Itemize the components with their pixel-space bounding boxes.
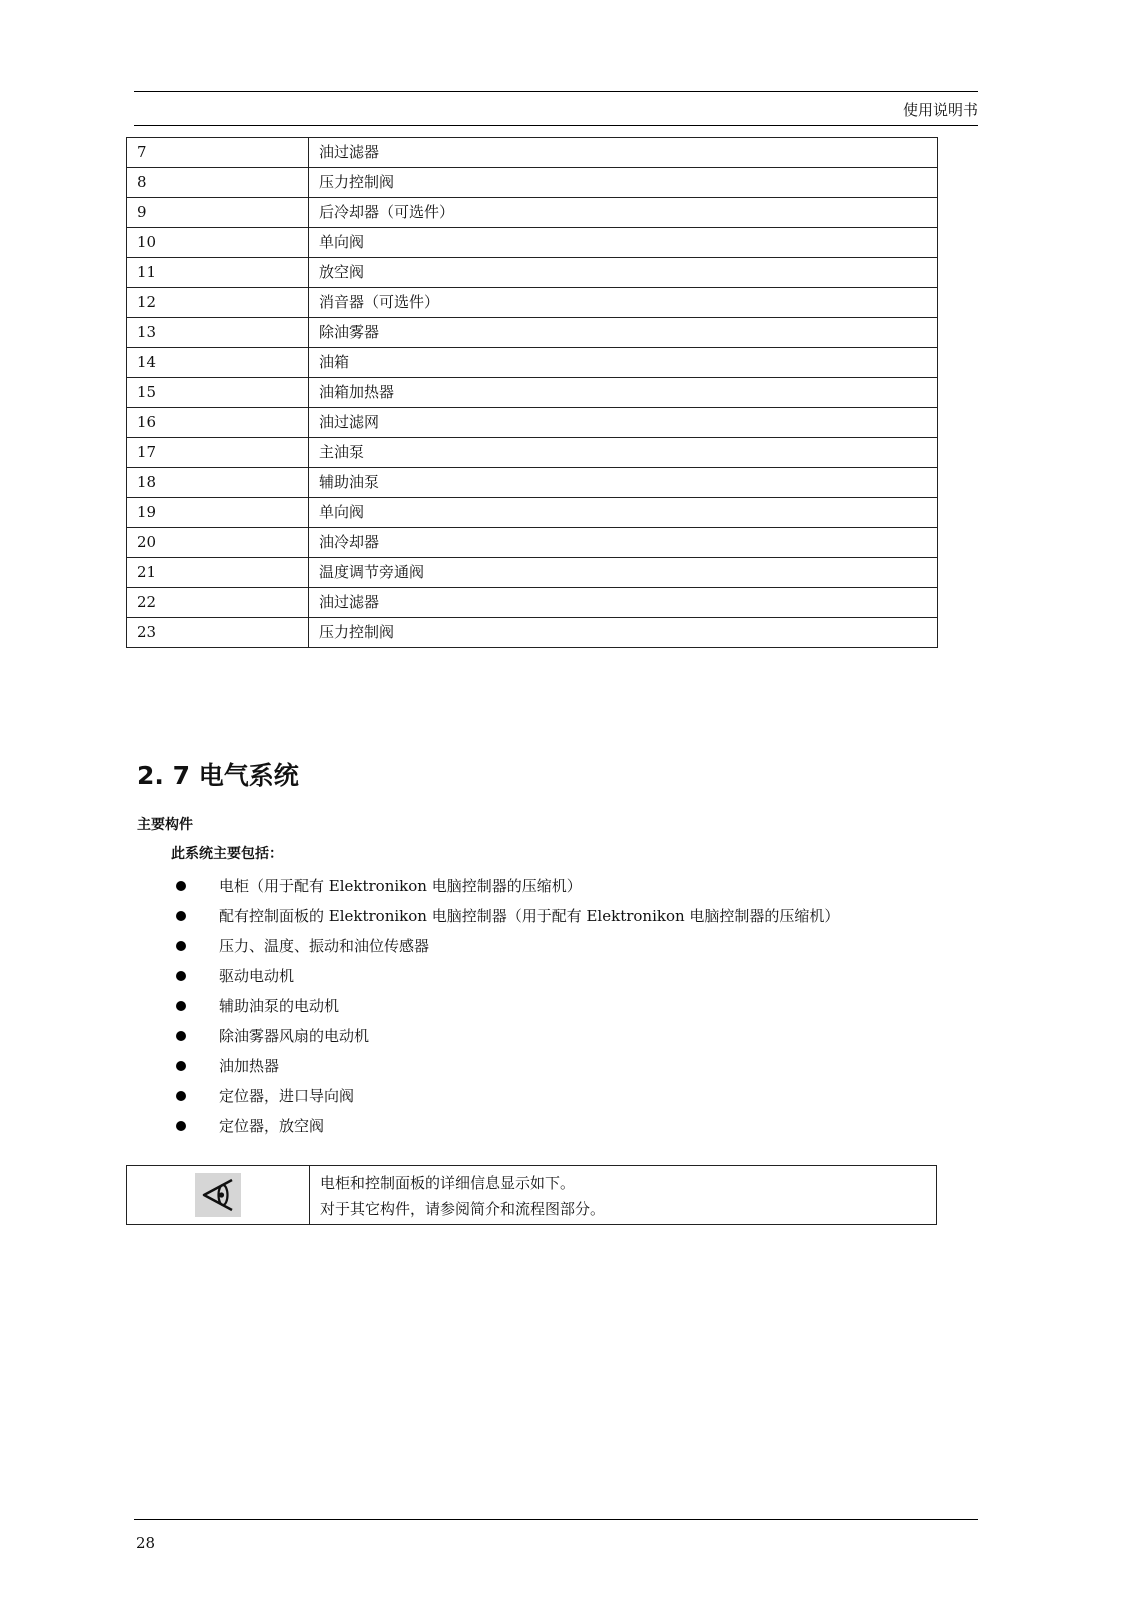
part-name-cell: 油冷却器 [309, 528, 938, 558]
part-number-cell: 13 [127, 318, 309, 348]
part-name-cell: 单向阀 [309, 228, 938, 258]
bullet-icon [176, 881, 186, 891]
part-number-cell: 18 [127, 468, 309, 498]
part-number-cell: 16 [127, 408, 309, 438]
part-name-cell: 除油雾器 [309, 318, 938, 348]
bullet-icon [176, 1061, 186, 1071]
part-number-cell: 12 [127, 288, 309, 318]
part-number-cell: 23 [127, 618, 309, 648]
part-number-cell: 19 [127, 498, 309, 528]
part-name-cell: 温度调节旁通阀 [309, 558, 938, 588]
part-number-cell: 11 [127, 258, 309, 288]
table-row [127, 528, 938, 558]
note-line: 对于其它构件，请参阅简介和流程图部分。 [320, 1200, 606, 1218]
part-number-cell: 15 [127, 378, 309, 408]
list-item-text: 压力、温度、振动和油位传感器 [219, 937, 430, 955]
part-name-cell: 油箱 [309, 348, 938, 378]
header-title: 使用说明书 [902, 101, 978, 119]
table-row [127, 588, 938, 618]
table-row [127, 318, 938, 348]
part-name-cell: 油过滤器 [309, 138, 938, 168]
list-item [176, 1051, 839, 1081]
bullet-icon [176, 941, 186, 951]
note-line: 电柜和控制面板的详细信息显示如下。 [320, 1174, 576, 1192]
table-row [127, 408, 938, 438]
part-number-cell: 8 [127, 168, 309, 198]
table-row [127, 288, 938, 318]
table-row [127, 258, 938, 288]
list-item [176, 931, 839, 961]
table-row [127, 558, 938, 588]
bullet-icon [176, 971, 186, 981]
list-item [176, 901, 839, 931]
list-item-text: 电柜（用于配有 Elektronikon 电脑控制器的压缩机） [219, 877, 582, 895]
part-name-cell: 单向阀 [309, 498, 938, 528]
table-row [127, 138, 938, 168]
part-name-cell: 放空阀 [309, 258, 938, 288]
part-number-cell: 7 [127, 138, 309, 168]
parts-table-body [127, 138, 938, 648]
list-item-text: 配有控制面板的 Elektronikon 电脑控制器（用于配有 Elektronikon 电脑控制器的压缩机） [219, 907, 840, 925]
part-name-cell: 辅助油泵 [309, 468, 938, 498]
list-item [176, 871, 839, 901]
table-row [127, 618, 938, 648]
part-number-cell: 20 [127, 528, 309, 558]
list-item-text: 辅助油泵的电动机 [219, 997, 340, 1015]
bullet-icon [176, 1001, 186, 1011]
header-rule-top [134, 91, 978, 92]
table-row [127, 468, 938, 498]
parts-table [126, 137, 938, 648]
list-item-text: 除油雾器风扇的电动机 [219, 1027, 370, 1045]
note-box [126, 1165, 937, 1225]
bullet-icon [176, 1091, 186, 1101]
list-item [176, 961, 839, 991]
section-title: 2. 7 电气系统 [137, 761, 299, 790]
part-name-cell: 油过滤网 [309, 408, 938, 438]
note-text [310, 1166, 615, 1224]
bullet-icon [176, 1121, 186, 1131]
part-number-cell: 21 [127, 558, 309, 588]
table-row [127, 228, 938, 258]
part-name-cell: 压力控制阀 [309, 168, 938, 198]
part-name-cell: 主油泵 [309, 438, 938, 468]
table-row [127, 168, 938, 198]
part-name-cell: 压力控制阀 [309, 618, 938, 648]
footer-rule [134, 1519, 978, 1520]
page-number: 28 [136, 1534, 156, 1552]
part-number-cell: 9 [127, 198, 309, 228]
list-item-text: 油加热器 [219, 1057, 280, 1075]
components-list [176, 871, 839, 1141]
list-item-text: 定位器，放空阀 [219, 1117, 325, 1135]
table-row [127, 498, 938, 528]
header-rule-bottom [134, 125, 978, 126]
part-name-cell: 油过滤器 [309, 588, 938, 618]
table-row [127, 348, 938, 378]
table-row [127, 198, 938, 228]
part-number-cell: 14 [127, 348, 309, 378]
part-number-cell: 17 [127, 438, 309, 468]
list-item [176, 991, 839, 1021]
list-item [176, 1021, 839, 1051]
section-intro: 此系统主要包括： [171, 846, 283, 862]
eye-icon [195, 1173, 241, 1217]
list-item-text: 驱动电动机 [219, 967, 295, 985]
bullet-icon [176, 1031, 186, 1041]
part-name-cell: 后冷却器（可选件） [309, 198, 938, 228]
list-item [176, 1111, 839, 1141]
part-name-cell: 油箱加热器 [309, 378, 938, 408]
part-number-cell: 10 [127, 228, 309, 258]
section-subheading: 主要构件 [137, 817, 193, 833]
table-row [127, 378, 938, 408]
bullet-icon [176, 911, 186, 921]
part-name-cell: 消音器（可选件） [309, 288, 938, 318]
table-row [127, 438, 938, 468]
note-icon-cell [127, 1166, 310, 1224]
list-item-text: 定位器，进口导向阀 [219, 1087, 355, 1105]
list-item [176, 1081, 839, 1111]
part-number-cell: 22 [127, 588, 309, 618]
